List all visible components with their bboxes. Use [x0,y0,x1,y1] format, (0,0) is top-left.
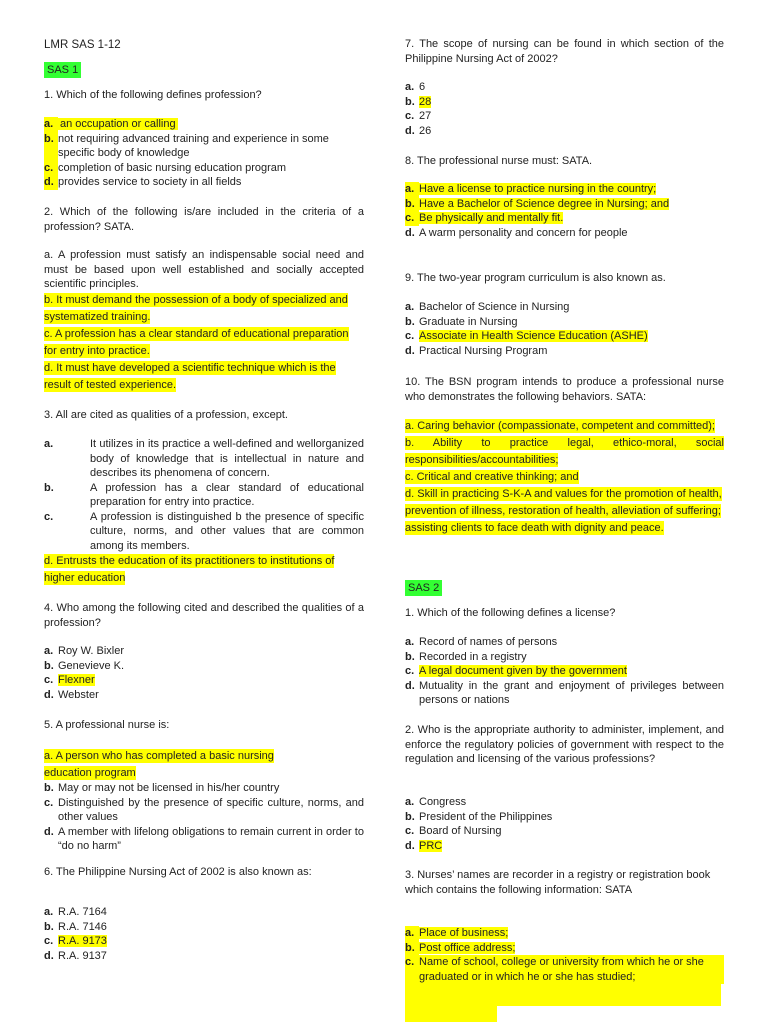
q1-option-b: not requiring advanced training and experience in some specific body of knowledge [58,132,329,159]
q8-option-b: Have a Bachelor of Science degree in Nursing; and [419,197,670,210]
q5-option-c: Distinguished by the presence of specific culture, norms, and other values [58,796,364,823]
s2q2-option-b: President of the Philippines [419,810,553,823]
q9-option-d: Practical Nursing Program [419,344,548,357]
q5-option-a: a. A person who has completed a basic nursing education program [44,750,274,779]
q10-options [405,418,724,537]
q5-option-d: A member with lifelong obligations to remain current in order to “do no harm” [58,825,364,852]
q6-options: a. R.A. 7164 b. R.A. 7146 c. R.A. 9173 d. R.A. 9137 [44,905,364,963]
q3-option-d-wrap [44,553,344,587]
sas1-label: SAS 1 [44,62,81,78]
q8-option-d: A warm personality and concern for people [419,226,628,239]
q4-option-a: Roy W. Bixler [58,645,125,657]
q10-option-a: a. Caring behavior (compassionate, competent and committed); [405,420,715,432]
s2q2-option-d: PRC [419,839,443,852]
s2q3-option-b: Post office address; [419,941,516,954]
q6-text: 6. The Philippine Nursing Act of 2002 is also known as: [44,866,312,878]
q6-option-c: R.A. 9173 [58,935,107,947]
q10-option-d: d. Skill in practicing S-K-A and values for the promotion of health, prevention of illness, restoration of health, alleviation of suffering; assisting clients to face death with dignity and peace. [405,488,722,534]
s2q2-option-c: Board of Nursing [419,825,502,837]
q9-option-c: Associate in Health Science Education (ASHE) [419,330,648,342]
s2q2-options: a. Congress b. President of the Philippines c. Board of Nursing d. PRC [405,795,724,853]
q3-option-d: d. Entrusts the education of its practitioners to institutions of higher education [44,555,335,584]
q5-text: 5. A professional nurse is: [44,719,170,731]
q8-text: 8. The professional nurse must: SATA. [405,155,593,167]
q9-option-b: Graduate in Nursing [419,315,518,328]
q5-option-b: May or may not be licensed in his/her country [58,782,280,794]
q2-option-d: d. It must have developed a scientific technique which is the result of tested experience. [44,362,336,391]
document-title: LMR SAS 1-12 [44,39,121,51]
q2-option-b: b. It must demand the possession of a body of specialized and systematized training. [44,294,348,323]
q7-option-c: 27 [419,110,432,122]
q4-option-d: Webster [58,688,99,701]
q2-option-c: c. A profession has a clear standard of educational preparation for entry into practice. [44,328,349,357]
q8-option-a: Have a license to practice nursing in the country; [419,183,657,195]
s2q1-option-c: A legal document given by the government [419,665,627,677]
s2q3-text: 3. Nurses’ names are recorder in a registry or registration book which contains the following information: SATA [405,869,711,896]
q7-option-d: 26 [419,124,432,137]
q4-option-c: Flexner [58,674,95,686]
s2q3-option-c: Name of school, college or university from which he or she graduated or in which he or she has studied; [419,955,724,984]
q5-option-a-wrap [44,748,312,782]
q5-options: b. May or may not be licensed in his/her country c. Distinguished by the presence of specific culture, norms, and other values d. A member with lifelong obligations to remain current in order to “do no harm” [44,782,364,852]
s2q2-option-a: Congress [419,796,467,808]
s2q1-option-b: Recorded in a registry [419,650,527,663]
q1-option-d: provides service to society in all fields [58,176,242,188]
q2-highlighted-options [44,292,360,394]
highlight-continuation [405,984,721,1006]
q6-option-b: R.A. 7146 [58,920,107,933]
q3-options: a. It utilizes in its practice a well-defined and wellorganized body of knowledge that is intellectual in nature and describes its phenomena of concern. b. A profession has a clear standard of educational preparation for entry into practice. c. A profession is distinguished b the presence of specific culture, norms, and other values that are common among its members. [44,438,364,552]
sas2-label: SAS 2 [405,580,442,596]
q2-text: 2. Which of the following is/are included in the criteria of a profession? SATA. [44,206,364,233]
q1-option-a: an occupation or calling [60,118,176,130]
q3-option-a: It utilizes in its practice a well-defined and wellorganized body of knowledge that is intellectual in nature and describes its phenomena of concern. [90,438,364,479]
q6-option-a: R.A. 7164 [58,906,107,918]
s2q2-text: 2. Who is the appropriate authority to administer, implement, and enforce the regulatory policies of government with respect to the regulation and licensing of the various professions? [405,724,724,765]
highlight-continuation-tail [405,1006,497,1022]
q3-option-b: A profession has a clear standard of educational preparation for entry into practice. [90,481,364,508]
s2q3-option-a: Place of business; [419,927,509,939]
q1-text: 1. Which of the following defines profession? [44,89,262,101]
q7-option-a: 6 [419,81,426,93]
q1-options: a. an occupation or calling b. not requiring advanced training and experience in some specific body of knowledge c. completion of basic nursing education program d. provides service to society in all fields [44,117,364,190]
q10-option-b: b. Ability to practice legal, ethico-moral, social responsibilities/accountabilities; [405,437,724,466]
q4-options: a. Roy W. Bixler b. Genevieve K. c. Flexner d. Webster [44,644,364,702]
q9-option-a: Bachelor of Science in Nursing [419,301,570,313]
s2q3-options: a. Place of business; b. Post office address; c. Name of school, college or university from which he or she graduated or in which he or she has studied; [405,926,724,984]
q4-option-b: Genevieve K. [58,659,125,672]
s2q1-option-d: Mutuality in the grant and enjoyment of privileges between persons or nations [419,679,724,706]
q4-text: 4. Who among the following cited and described the qualities of a profession? [44,602,364,629]
q3-text: 3. All are cited as qualities of a profession, except. [44,409,288,421]
q8-options: a. Have a license to practice nursing in the country; b. Have a Bachelor of Science degree in Nursing; and c. Be physically and mentally fit. d. A warm personality and concern for people [405,182,724,240]
q8-option-c: Be physically and mentally fit. [419,212,564,224]
q10-text: 10. The BSN program intends to produce a professional nurse who demonstrates the following behaviors. SATA: [405,376,724,403]
q7-option-b: 28 [419,95,432,108]
s2q1-option-a: Record of names of persons [419,636,558,648]
q9-options: a. Bachelor of Science in Nursing b. Graduate in Nursing c. Associate in Health Science Education (ASHE) d. Practical Nursing Program [405,300,724,358]
q7-text: 7. The scope of nursing can be found in which section of the Philippine Nursing Act of 2002? [405,38,724,65]
q6-option-d: R.A. 9137 [58,949,107,962]
s2q1-options: a. Record of names of persons b. Recorded in a registry c. A legal document given by the government d. Mutuality in the grant and enjoyment of privileges between persons or nations [405,636,724,706]
q3-option-c: A profession is distinguished b the presence of specific culture, norms, and other values that are common among its members. [90,510,364,552]
q1-option-c: completion of basic nursing education program [58,161,287,174]
q2-option-a: a. A profession must satisfy an indispensable social need and must be based upon well established and socially accepted scientific principles. [44,249,364,290]
q10-option-c: c. Critical and creative thinking; and [405,471,579,483]
s2q1-text: 1. Which of the following defines a license? [405,607,616,619]
q7-options: a. 6 b. 28 c. 27 d. 26 [405,80,724,138]
q9-text: 9. The two-year program curriculum is also known as. [405,272,666,284]
